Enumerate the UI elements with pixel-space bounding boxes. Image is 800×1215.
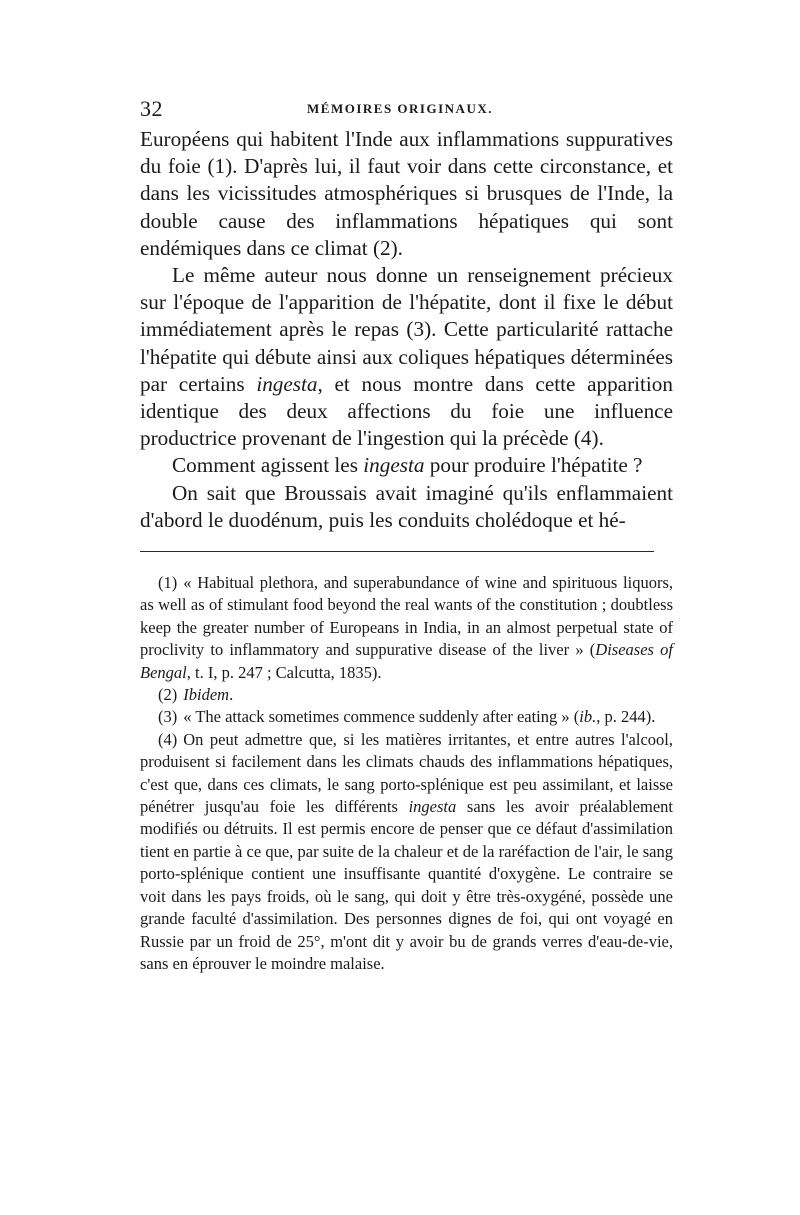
footnote-marker: (1) — [158, 573, 178, 592]
footnote-marker: (2) — [158, 685, 178, 705]
footnote-text: . — [229, 685, 234, 705]
paragraph — [140, 452, 673, 479]
footnote-2 — [140, 684, 673, 706]
running-head: MÉMOIRES ORIGINAUX. — [307, 101, 493, 116]
italic-term: Ibidem — [183, 685, 230, 705]
paragraph — [140, 480, 673, 534]
footnote-text: , t. I, p. 247 ; Calcutta, 1835). — [186, 662, 382, 682]
footnote-text: « The attack sometimes commence suddenly after eating » ( — [183, 707, 580, 727]
footnote-3 — [140, 706, 673, 728]
footnotes — [140, 572, 673, 975]
italic-term: ingesta — [256, 371, 318, 396]
italic-term: ib. — [579, 707, 597, 727]
paragraph-text: Européens qui habitent l'Inde aux inflammations suppuratives du foie (1). D'après lui, il faut voir dans cette circonstance, et dans les vicissitudes atmosphériques si brusques de l'Inde, la double cause des inflammations hépatiques qui sont endémiques dans ce climat (2). — [140, 127, 673, 260]
paragraph-continued — [140, 126, 673, 262]
italic-title: Diseases of Bengal — [140, 640, 673, 682]
paragraph — [140, 262, 673, 452]
footnote-text: On peut admettre que, si les matières irritantes, et entre autres l'alcool, produisent si facilement dans les climats chauds des inflammations hépatiques, c'est que, dans ces climats, le sang porto-splénique est peu assimilant, et laisse pénétrer jusqu'au foie les différents — [140, 729, 673, 817]
main-text — [140, 126, 673, 534]
footnote-text: « Habitual plethora, and superabundance of wine and spirituous liquors, as well as of stimulant food beyond the real wants of the constitution ; doubtless keep the greater number of Europeans in India, in an almost perpetual state of proclivity to inflammatory and suppurative disease of the liver » ( — [140, 573, 673, 660]
footnote-marker: (4) — [158, 729, 178, 749]
page-number: 32 — [140, 96, 163, 121]
paragraph-text: pour produire l'hépatite ? — [424, 453, 643, 478]
footnote-4 — [140, 729, 673, 975]
italic-term: ingesta — [408, 797, 457, 817]
paragraph-text: On sait que Broussais avait imaginé qu'ils enflammaient d'abord le duodénum, puis les conduits cholédoque et hé- — [140, 480, 673, 532]
footnote-marker: (3) — [158, 707, 178, 727]
footnote-1 — [140, 572, 673, 684]
footnote-divider — [140, 551, 654, 552]
italic-term: ingesta — [363, 453, 425, 478]
page-header — [140, 96, 660, 126]
footnote-text: , p. 244). — [596, 707, 656, 727]
paragraph-text: Comment agissent les — [172, 453, 364, 478]
paragraph-text: , et nous montre dans cette apparition identique des deux affections du foie une influence productrice provenant de l'ingestion qui la précède (4). — [140, 371, 673, 451]
paragraph-text: Le même auteur nous donne un renseignement précieux sur l'époque de l'apparition de l'hépatite, dont il fixe le début immédiatement après le repas (3). Cette particularité rattache l'hépatite qui débute ainsi aux coliques hépatiques déterminées par certains — [140, 263, 673, 396]
footnote-text: sans les avoir préalablement modifiés ou détruits. Il est permis encore de penser que ce défaut d'assimilation tient en partie à ce que, par suite de la chaleur et de la raréfaction de l'air, le sang porto-splénique contient une insuffisante quantité d'oxygène. Le contraire se voit dans les pays froids, où le sang, qui doit y être très-oxygéné, possède une grande faculté d'assimilation. Des personnes dignes de foi, qui ont voyagé en Russie par un froid de 25°, m'ont dit y avoir bu de grands verres d'eau-de-vie, sans en éprouver le moindre malaise. — [140, 797, 673, 973]
